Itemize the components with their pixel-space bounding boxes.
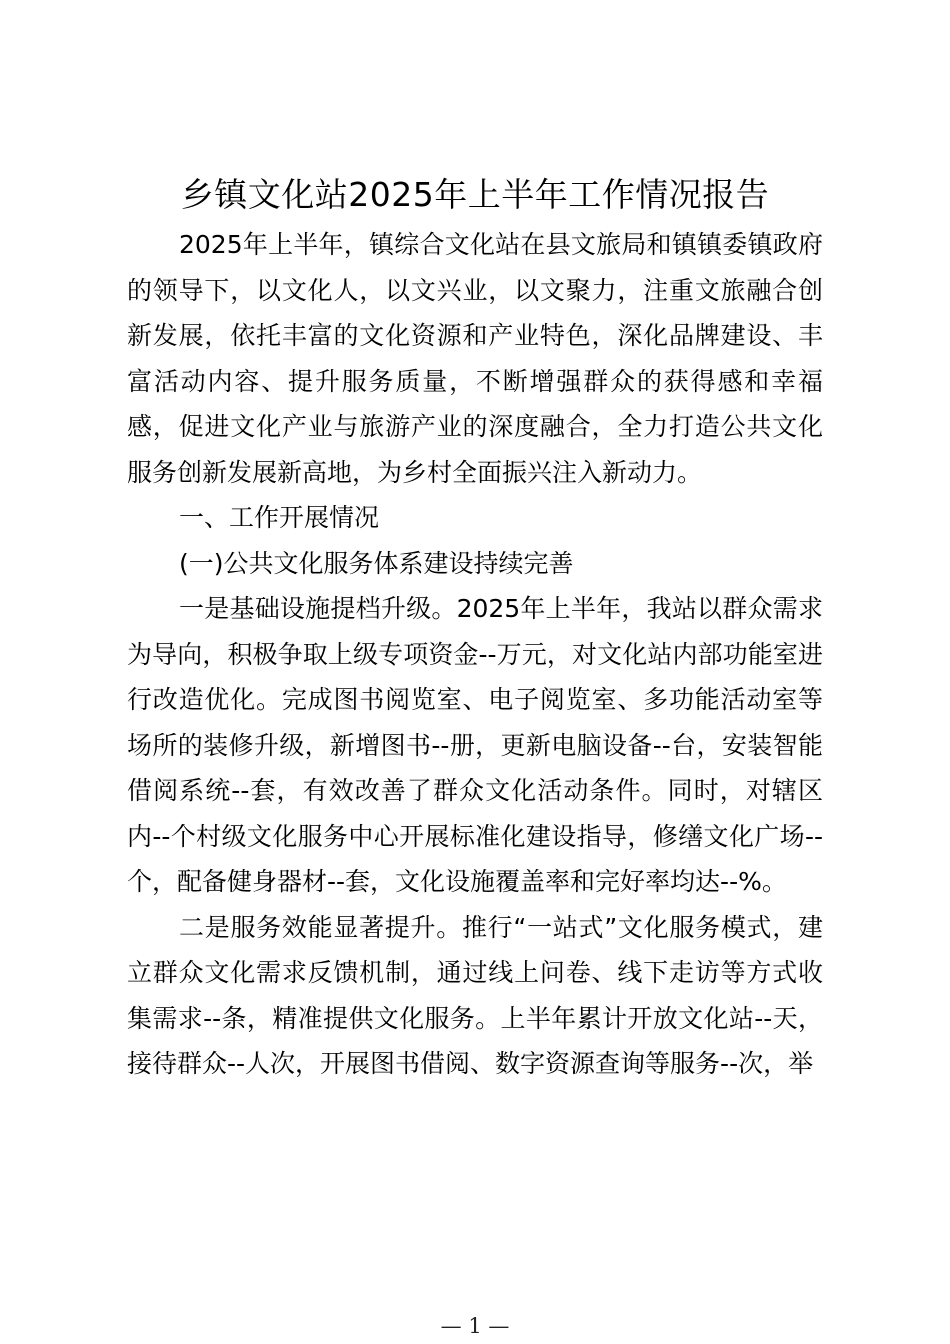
document-body: [127, 222, 823, 1087]
body-paragraph: 一是基础设施提档升级。2025年上半年，我站以群众需求为导向，积极争取上级专项资金--万元，对文化站内部功能室进行改造优化。完成图书阅览室、电子阅览室、多功能活动室等场所的装修升级，新增图书--册，更新电脑设备--台，安装智能借阅系统--套，有效改善了群众文化活动条件。同时，对辖区内--个村级文化服务中心开展标准化建设指导，修缮文化广场--个，配备健身器材--套，文化设施覆盖率和完好率均达--%。: [127, 594, 823, 896]
subsection-heading: (一)公共文化服务体系建设持续完善: [179, 548, 574, 578]
document-title: 乡镇文化站2025年上半年工作情况报告: [180, 175, 770, 214]
section-heading: 一、工作开展情况: [179, 503, 380, 532]
page-number: — 1 —: [440, 1314, 510, 1338]
intro-paragraph: 2025年上半年，镇综合文化站在县文旅局和镇镇委镇政府的领导下，以文化人，以文兴业，以文聚力，注重文旅融合创新发展，依托丰富的文化资源和产业特色，深化品牌建设、丰富活动内容、提升服务质量，不断增强群众的获得感和幸福感，促进文化产业与旅游产业的深度融合，全力打造公共文化服务创新发展新高地，为乡村全面振兴注入新动力。: [127, 230, 823, 487]
body-paragraph: 二是服务效能显著提升。推行“一站式”文化服务模式，建立群众文化需求反馈机制，通过线上问卷、线下走访等方式收集需求--条，精准提供文化服务。上半年累计开放文化站--天，接待群众--人次，开展图书借阅、数字资源查询等服务--次，举: [127, 912, 823, 1078]
